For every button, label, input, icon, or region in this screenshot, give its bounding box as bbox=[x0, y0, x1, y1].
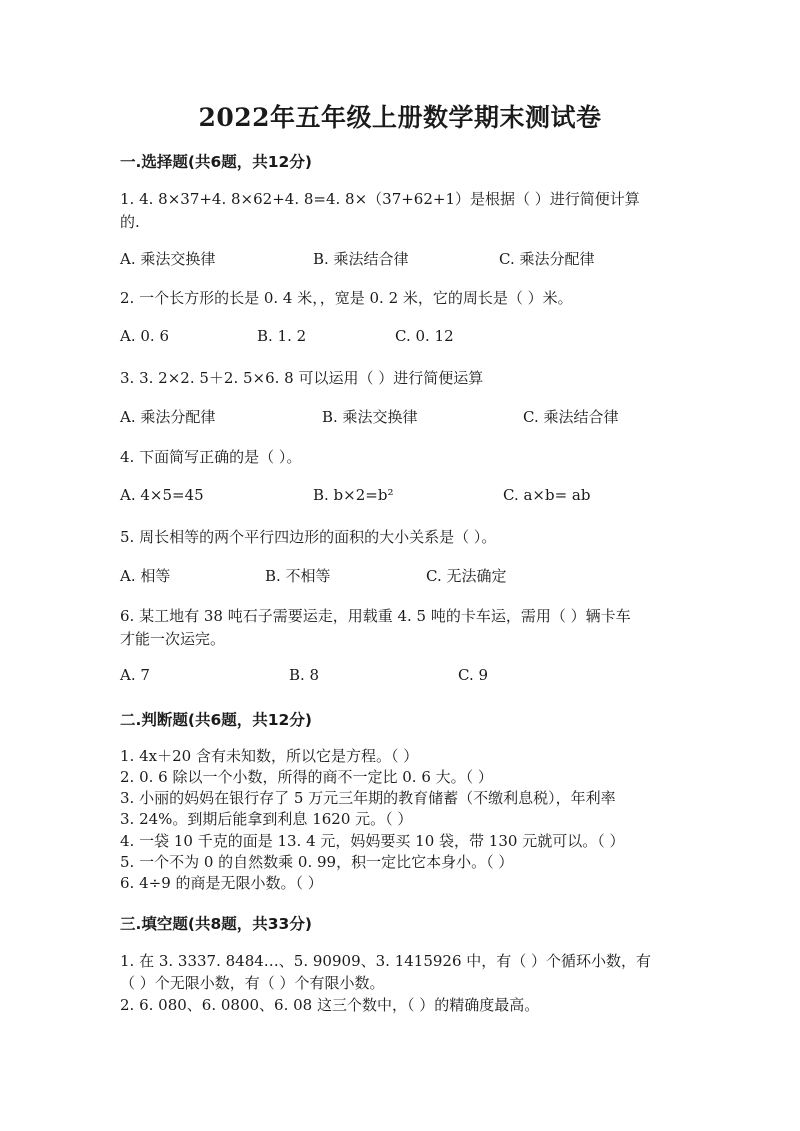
option-b: B. 乘法结合律 bbox=[313, 250, 409, 268]
option-b: B. 8 bbox=[289, 666, 320, 684]
option-b: B. 乘法交换律 bbox=[322, 408, 418, 426]
option-b: B. b×2=b² bbox=[313, 486, 394, 504]
option-c: C. 乘法分配律 bbox=[499, 250, 595, 268]
option-a: A. 相等 bbox=[120, 567, 171, 585]
option-c: C. a×b= ab bbox=[503, 486, 591, 504]
question-line: 3. 3. 2×2. 5＋2. 5×6. 8 可以运用（ ）进行简便运算 bbox=[120, 369, 484, 387]
judge-line: 4. 一袋 10 千克的面是 13. 4 元，妈妈要买 10 袋，带 130 元就可以。（ ） bbox=[120, 832, 625, 850]
judge-line: 3. 小丽的妈妈在银行存了 5 万元三年期的教育储蓄（不缴利息税），年利率 bbox=[120, 789, 616, 807]
question-line: 2. 一个长方形的长是 0. 4 米，，宽是 0. 2 米，它的周长是（ ）米。 bbox=[120, 289, 573, 307]
judge-line: 2. 0. 6 除以一个小数，所得的商不一定比 0. 6 大。（ ） bbox=[120, 768, 493, 786]
option-c: C. 乘法结合律 bbox=[523, 408, 619, 426]
question-line: 4. 下面简写正确的是（ ）。 bbox=[120, 448, 302, 466]
section-heading-fill: 三.填空题(共8题，共33分) bbox=[120, 915, 312, 933]
question-line: 5. 周长相等的两个平行四边形的面积的大小关系是（ ）。 bbox=[120, 528, 497, 546]
fill-line: （ ）个无限小数，有（ ）个有限小数。 bbox=[120, 974, 385, 992]
option-b: B. 不相等 bbox=[265, 567, 331, 585]
question-line: 6. 某工地有 38 吨石子需要运走，用载重 4. 5 吨的卡车运，需用（ ）辆卡车 bbox=[120, 607, 631, 625]
question-line: 才能一次运完。 bbox=[120, 630, 226, 648]
question-line: 1. 4. 8×37+4. 8×62+4. 8=4. 8×（37+62+1）是根据（ ）进行简便计算 bbox=[120, 190, 640, 208]
judge-line: 1. 4x＋20 含有未知数，所以它是方程。（ ） bbox=[120, 747, 419, 765]
fill-line: 2. 6. 080、6. 0800、6. 08 这三个数中，（ ）的精确度最高。 bbox=[120, 996, 540, 1014]
judge-line: 5. 一个不为 0 的自然数乘 0. 99，积一定比它本身小。（ ） bbox=[120, 853, 514, 871]
option-c: C. 0. 12 bbox=[395, 327, 454, 345]
exam-title: 2022年五年级上册数学期末测试卷 bbox=[198, 103, 602, 132]
judge-line: 6. 4÷9 的商是无限小数。（ ） bbox=[120, 874, 323, 892]
option-a: A. 乘法交换律 bbox=[120, 250, 216, 268]
option-a: A. 7 bbox=[120, 666, 150, 684]
section-heading-judge: 二.判断题(共6题，共12分) bbox=[120, 711, 312, 729]
judge-line: 3. 24%。到期后能拿到利息 1620 元。（ ） bbox=[120, 810, 413, 828]
option-b: B. 1. 2 bbox=[257, 327, 307, 345]
option-a: A. 乘法分配律 bbox=[120, 408, 216, 426]
option-c: C. 9 bbox=[458, 666, 489, 684]
fill-line: 1. 在 3. 3337. 8484…、5. 90909、3. 1415926 中，有（ ）个循环小数，有 bbox=[120, 952, 652, 970]
option-a: A. 4×5=45 bbox=[120, 486, 204, 504]
option-c: C. 无法确定 bbox=[426, 567, 507, 585]
section-heading-choice: 一.选择题(共6题，共12分) bbox=[120, 153, 312, 171]
question-line: 的. bbox=[120, 213, 140, 231]
option-a: A. 0. 6 bbox=[120, 327, 169, 345]
